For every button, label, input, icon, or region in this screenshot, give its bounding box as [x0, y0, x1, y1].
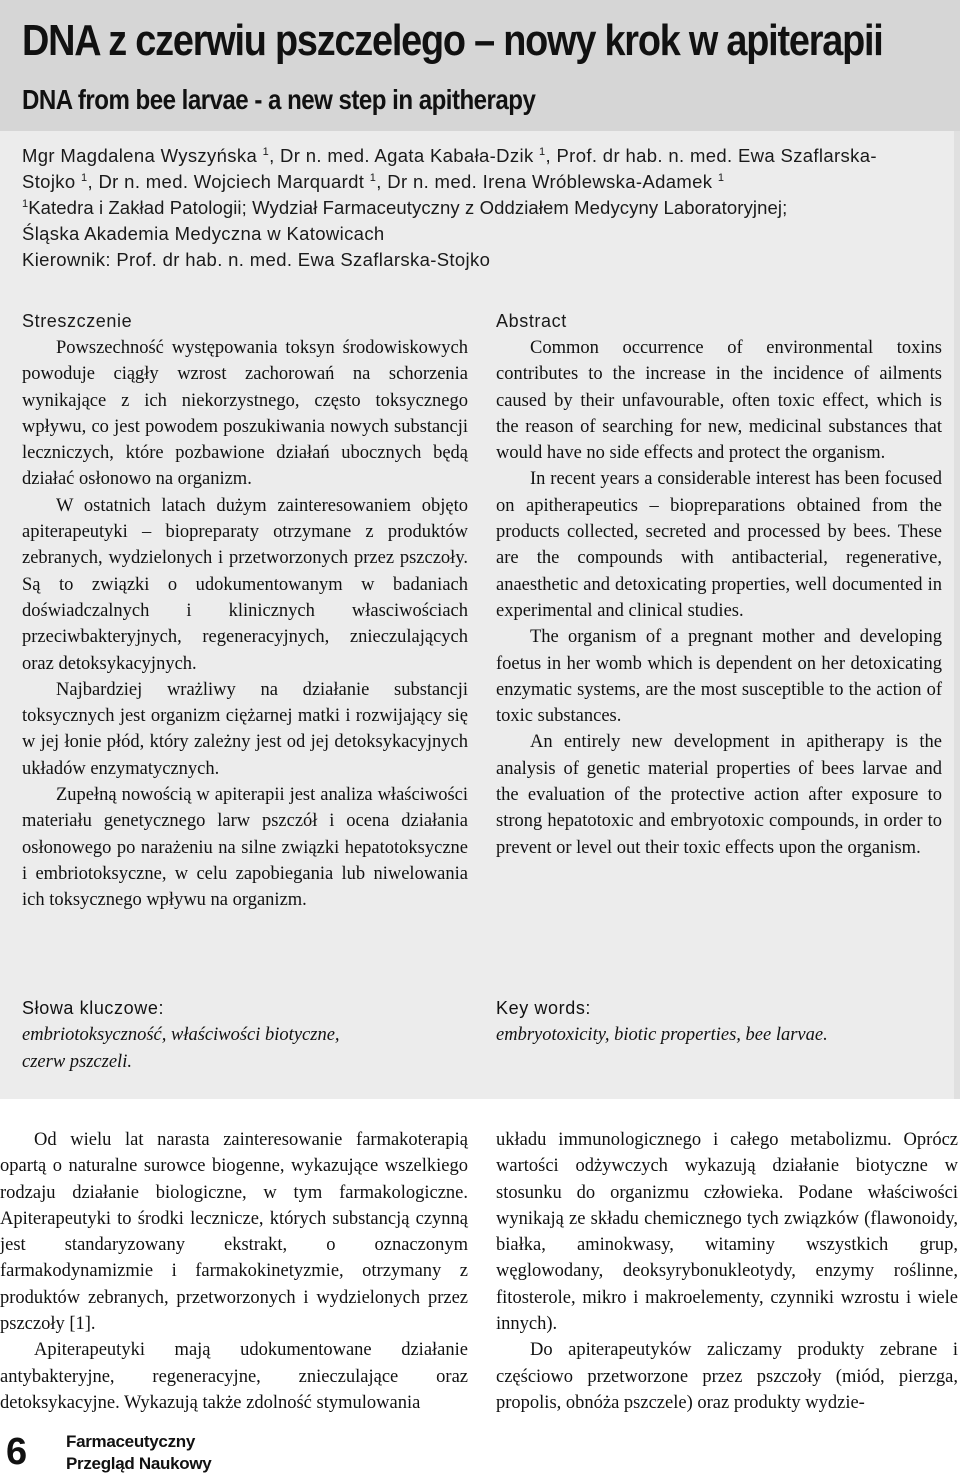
abstract-polish	[22, 307, 468, 914]
affiliation-marker: 1	[717, 171, 725, 184]
author-text: Mgr Magdalena Wyszyńska	[22, 145, 263, 166]
keywords-polish-line-1: embriotoksyczność, właściwości biotyczne,	[22, 1025, 340, 1045]
page-number: 6	[6, 1431, 28, 1473]
author-text: Stojko	[22, 171, 82, 192]
keywords-english-heading: Key words:	[496, 998, 592, 1018]
affiliation-text: Katedra i Zakład Patologii; Wydział Farmaceutyczny z Oddziałem Medycyny Laboratoryjnej;	[28, 197, 788, 218]
abstract-english	[496, 307, 942, 861]
body-paragraph: Do apiterapeutyków zaliczamy produkty zebrane i częściowo przetworzone przez pszczoły (miód, pierzga, propolis, obnóża pszczele) oraz produkty wydzie-	[496, 1340, 958, 1413]
body-paragraph: układu immunologicznego i całego metabolizmu. Oprócz wartości odżywczych wykazują działanie biotyczne w stosunku do organizmu człowieka. Podane właściwości wynikają ze składu chemicznego tych związków (flawonoidy, białka, aminokwasy, witaminy wszystkich grup, węglowodany, deoksyrybonukleotydy, enzymy roślinne, fitosterole, mikro i makroelementy, czynniki wzrostu i wiele innych).	[496, 1130, 958, 1335]
abstract-polish-heading: Streszczenie	[22, 311, 133, 331]
author-text: , Dr n. med. Agata Kabała-Dzik	[269, 145, 540, 166]
authors-block	[22, 143, 957, 273]
abstract-english-heading: Abstract	[496, 311, 567, 331]
body-paragraph: Apiterapeutyki mają udokumentowane działanie antybakteryjne, regeneracyjne, znieczulające oraz detoksykacyjne. Wykazują także zdolność stymulowania	[0, 1340, 468, 1413]
author-text: , Prof. dr hab. n. med. Ewa Szaflarska-	[545, 145, 877, 166]
abstract-paragraph: Zupełną nowością w apiterapii jest analiza właściwości materiału genetycznego larw pszczół i ocena działania osłonowego po narażeniu na silne związki hepatotoksyczne i embriotoksyczne, w celu zapobiegania lub niwelowania ich toksycznego wpływu na organizm.	[22, 785, 468, 911]
authors-line-2	[22, 169, 957, 195]
author-text: , Dr n. med. Irena Wróblewska-Adamek	[376, 171, 718, 192]
keywords-polish-heading: Słowa kluczowe:	[22, 998, 165, 1018]
author-text: , Dr n. med. Wojciech Marquardt	[87, 171, 370, 192]
abstract-box-edge	[954, 131, 960, 1099]
abstract-paragraph: The organism of a pregnant mother and developing foetus in her womb which is dependent on her detoxicating enzymatic systems, are the most susceptible to the action of toxic substances.	[496, 627, 942, 727]
affiliation-marker: 1	[22, 197, 29, 210]
abstract-paragraph: W ostatnich latach dużym zainteresowaniem objęto apiterapeutyki – biopreparaty otrzymane z produktów zebranych, wydzielonych i przetworzonych przez pszczoły. Są to związki o udokumentowanym w badaniach doświadczalnych i klinicznych własciwościach przeciwbakteryjnych, regeneracyjnych, znieczulających oraz detoksykacyjnych.	[22, 495, 468, 674]
article-title-polish: DNA z czerwiu pszczelego – nowy krok w apiterapii	[22, 16, 883, 65]
affiliation-line-1	[22, 195, 957, 221]
affiliation-marker: 1	[262, 145, 270, 158]
affiliation-marker: 1	[539, 145, 546, 158]
department-head: Kierownik: Prof. dr hab. n. med. Ewa Szaflarska-Stojko	[22, 249, 491, 270]
abstract-paragraph: Najbardziej wrażliwy na działanie substancji toksycznych jest organizm ciężarnej matki i rozwijający się w jej łonie płód, który zależny jest od jej detoksykacyjnych układów enzymatycznych.	[22, 679, 468, 779]
journal-name	[66, 1431, 211, 1475]
affiliation-line-2: Śląska Akademia Medyczna w Katowicach	[22, 223, 385, 244]
journal-name-line-2: Przegląd Naukowy	[66, 1454, 212, 1473]
abstract-paragraph: In recent years a considerable interest has been focused on apitherapeutics – biopreparations obtained from the products collected, secreted and processed by bees. These are the compounds with antibacterial, regenerative, anaesthetic and detoxicating properties, well documented in experimental and clinical studies.	[496, 469, 942, 621]
authors-line-1	[22, 143, 957, 169]
abstract-paragraph: An entirely new development in apitherapy is the analysis of genetic material properties of bees larvae and the evaluation of the protective action after exposure to strong hepatotoxic and embryotoxic compounds, in order to prevent or level out their toxic effects upon the organism.	[496, 732, 942, 858]
body-paragraph: Od wielu lat narasta zainteresowanie farmakoterapią opartą o naturalne surowce biogenne, wykazujące wszelkiego rodzaju działanie biologiczne, w tym farmakologiczne. Apiterapeutyki to środki lecznicze, których substancją czynną jest standaryzowany ekstrakt, o oznaczonym farmakodynamizmie i farmakokinetyzmie, otrzymany z produktów zebranych, przetworzonych i wydzielonych przez pszczoły [1].	[0, 1130, 468, 1335]
abstract-paragraph: Powszechność występowania toksyn środowiskowych powoduje ciągły wzrost zachorowań na schorzenia wynikające z ich niekorzystnego, często toksycznego wpływu, co jest powodem poszukiwania nowych substancji leczniczych, które pozbawione działań ubocznych będą działać osłonowo na organizm.	[22, 338, 468, 490]
keywords-polish-line-2: czerw pszczeli.	[22, 1052, 132, 1072]
affiliation-marker: 1	[81, 171, 88, 184]
keywords-english-line-1: embryotoxicity, biotic properties, bee larvae.	[496, 1025, 828, 1045]
title-banner	[0, 0, 960, 131]
article-title-english: DNA from bee larvae - a new step in apitherapy	[22, 84, 536, 115]
journal-name-line-1: Farmaceutyczny	[66, 1432, 196, 1451]
body-column-right	[496, 1127, 958, 1416]
abstract-paragraph: Common occurrence of environmental toxins contributes to the increase in the incidence of ailments caused by their unfavourable, often toxic effect, which is the reason of searching for new, medicinal substances that would have no side effects and protect the organism.	[496, 338, 942, 464]
body-column-left	[0, 1127, 468, 1416]
affiliation-marker: 1	[369, 171, 377, 184]
